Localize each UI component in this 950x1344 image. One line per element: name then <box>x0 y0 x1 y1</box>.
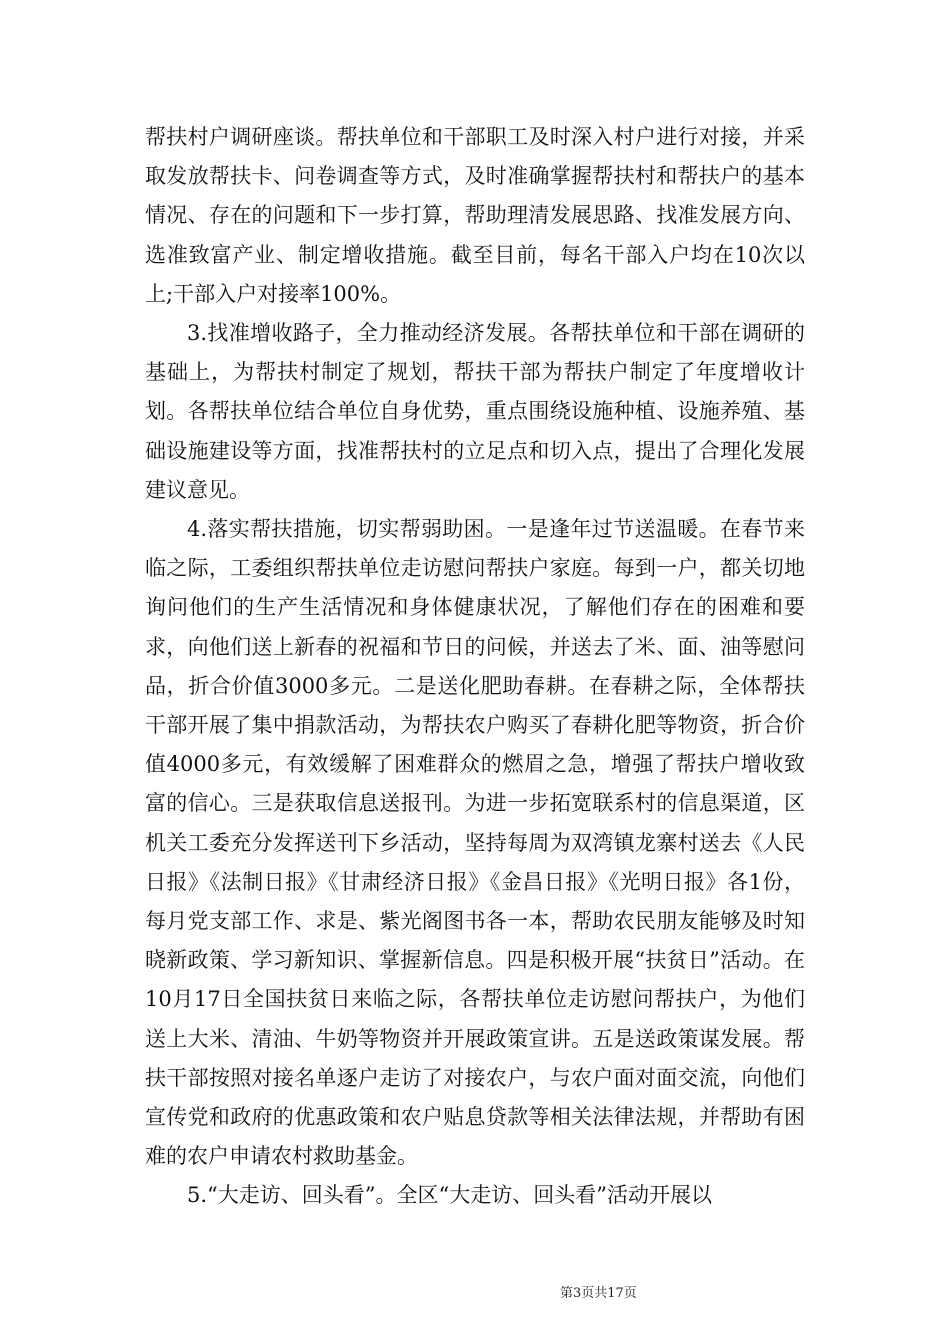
page-number-footer: 第3页共17页 <box>560 1286 637 1301</box>
paragraph-item-4: 4.落实帮扶措施，切实帮弱助困。一是逢年过节送温暖。在春节来临之际，工委组织帮扶单位走访慰问帮扶户家庭。每到一户，都关切地询问他们的生产生活情况和身体健康状况，了解他们存在的困难和要求，向他们送上新春的祝福和节日的问候，并送去了米、面、油等慰问品，折合价值3000多元。二是送化肥助春耕。在春耕之际，全体帮扶干部开展了集中捐款活动，为帮扶农户购买了春耕化肥等物资，折合价值4000多元，有效缓解了困难群众的燃眉之急，增强了帮扶户增收致富的信心。三是获取信息送报刊。为进一步拓宽联系村的信息渠道，区机关工委充分发挥送刊下乡活动，坚持每周为双湾镇龙寨村送去《人民日报》《法制日报》《甘肃经济日报》《金昌日报》《光明日报》各1份，每月党支部工作、求是、紫光阁图书各一本，帮助农民朋友能够及时知晓新政策、学习新知识、掌握新信息。四是积极开展“扶贫日”活动。在10月17日全国扶贫日来临之际，各帮扶单位走访慰问帮扶户，为他们送上大米、清油、牛奶等物资并开展政策宣讲。五是送政策谋发展。帮扶干部按照对接名单逐户走访了对接农户，与农户面对面交流，向他们宣传党和政府的优惠政策和农户贴息贷款等相关法律法规，并帮助有困难的农户申请农村救助基金。 <box>145 517 805 1169</box>
paragraph-continuation: 帮扶村户调研座谈。帮扶单位和干部职工及时深入村户进行对接，并采取发放帮扶卡、问卷调查等方式，及时准确掌握帮扶村和帮扶户的基本情况、存在的问题和下一步打算，帮助理清发展思路、找准发展方向、选准致富产业、制定增收措施。截至目前，每名干部入户均在10次以上;干部入户对接率100%。 <box>145 125 805 306</box>
paragraph-item-5: 5.“大走访、回头看”。全区“大走访、回头看”活动开展以 <box>187 1183 712 1208</box>
paragraph-item-3: 3.找准增收路子，全力推动经济发展。各帮扶单位和干部在调研的基础上，为帮扶村制定了规划，帮扶干部为帮扶户制定了年度增收计划。各帮扶单位结合单位自身优势，重点围绕设施种植、设施养殖、基础设施建设等方面，找准帮扶村的立足点和切入点，提出了合理化发展建议意见。 <box>145 321 805 502</box>
document-body <box>145 118 805 1216</box>
